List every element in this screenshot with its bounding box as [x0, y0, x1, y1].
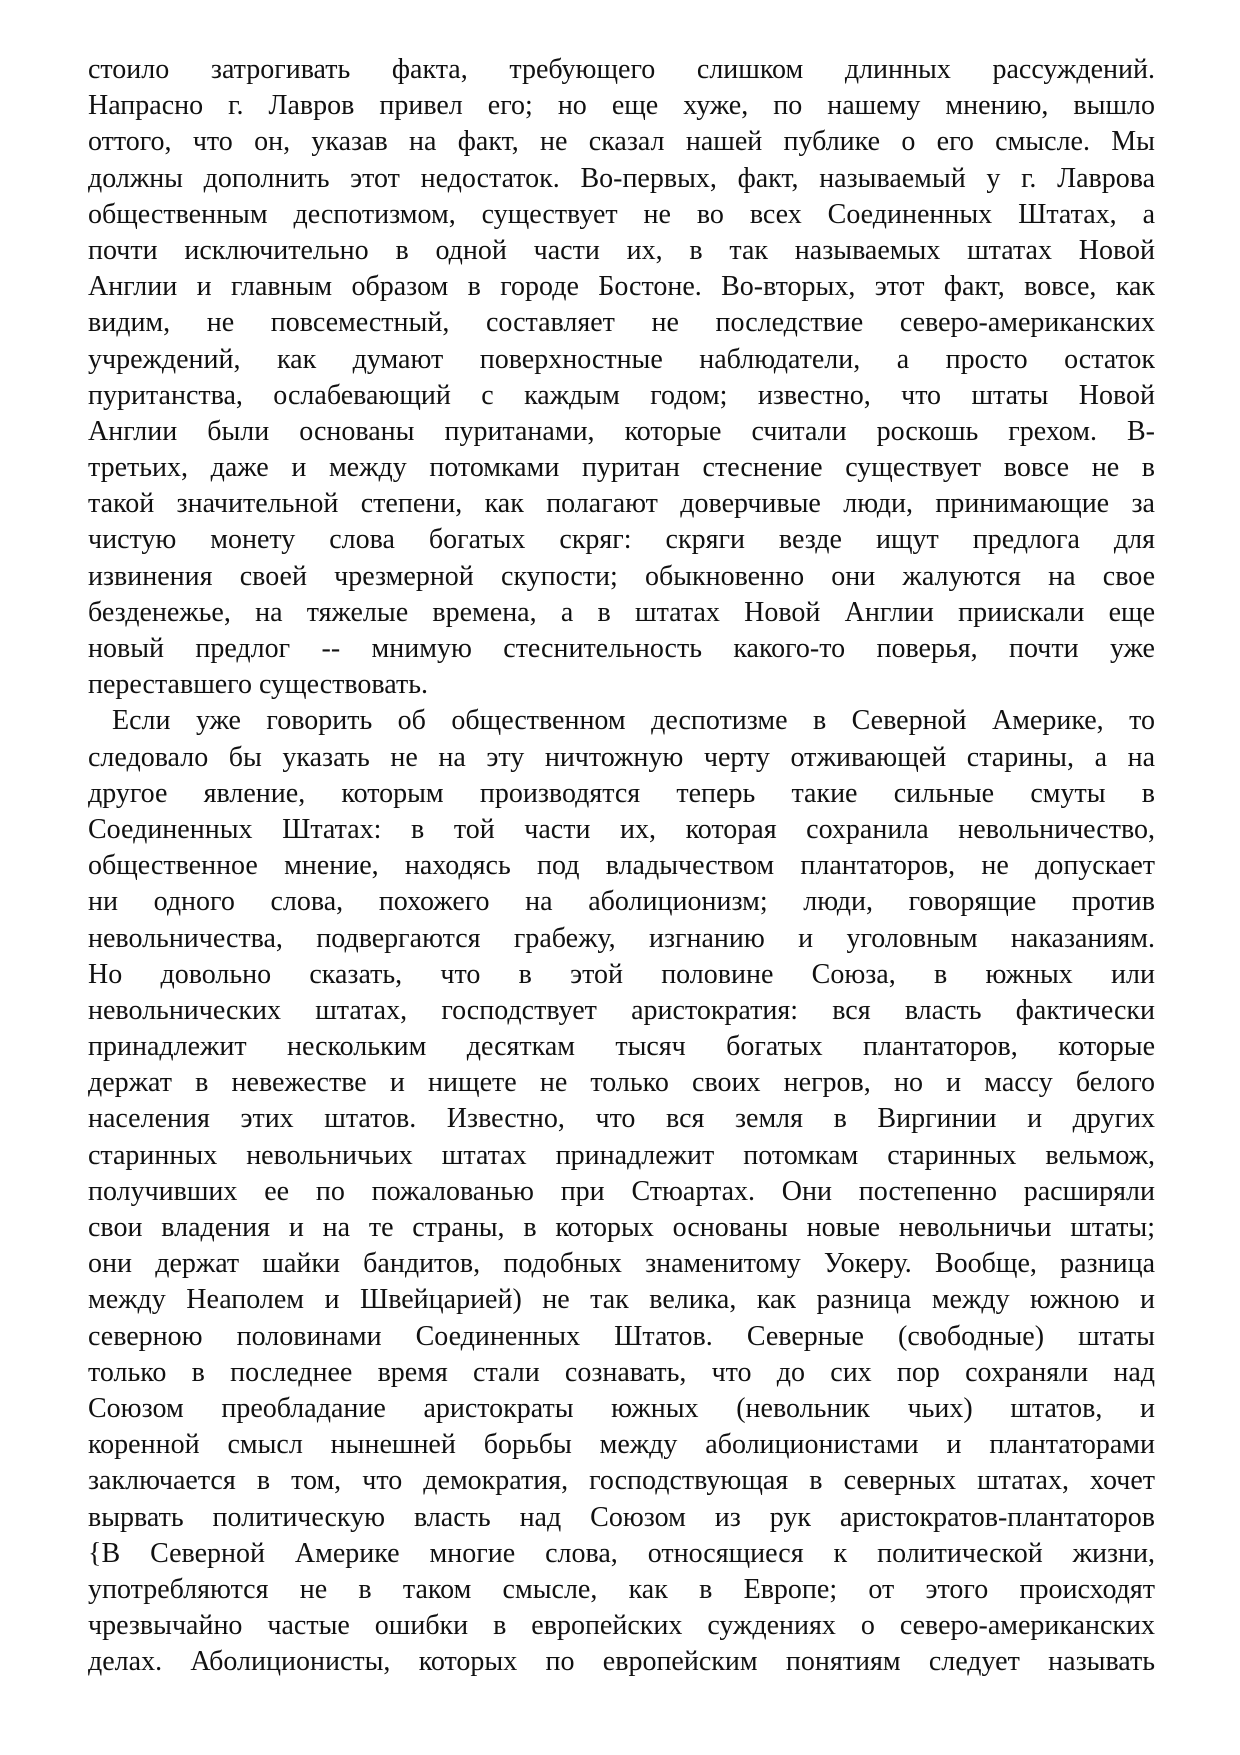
- text-line: {В Северной Америке многие слова, относящиеся к политической жизни,: [88, 1537, 1155, 1569]
- text-line: безденежье, на тяжелые времена, а в штатах Новой Англии приискали еще: [88, 596, 1155, 628]
- text-line: делах. Аболиционисты, которых по европейским понятиям следует называть: [88, 1646, 1155, 1678]
- text-line: только в последнее время стали сознавать, что до сих пор сохраняли над: [88, 1356, 1155, 1388]
- text-line: Союзом преобладание аристократы южных (невольник чьих) штатов, и: [88, 1392, 1155, 1424]
- text-line: населения этих штатов. Известно, что вся земля в Виргинии и других: [88, 1103, 1155, 1135]
- text-line: между Неаполем и Швейцарией) не так велика, как разница между южною и: [88, 1284, 1155, 1316]
- text-line: учреждений, как думают поверхностные наблюдатели, а просто остаток: [88, 343, 1155, 375]
- text-line: такой значительной степени, как полагают доверчивые люди, принимающие за: [88, 488, 1155, 520]
- text-line: Если уже говорить об общественном деспотизме в Северной Америке, то: [112, 705, 1155, 737]
- text-line: северною половинами Соединенных Штатов. Северные (свободные) штаты: [88, 1320, 1155, 1352]
- text-line: общественное мнение, находясь под владычеством плантаторов, не допускает: [88, 850, 1155, 882]
- text-line: чистую монету слова богатых скряг: скряги везде ищут предлога для: [88, 524, 1155, 556]
- text-line: следовало бы указать не на эту ничтожную черту отживающей старины, а на: [88, 741, 1155, 773]
- text-line: ни одного слова, похожего на аболиционизм; люди, говорящие против: [88, 886, 1155, 918]
- text-line: заключается в том, что демократия, господствующая в северных штатах, хочет: [88, 1465, 1155, 1497]
- text-line: чрезвычайно частые ошибки в европейских суждениях о северо-американских: [88, 1610, 1155, 1642]
- text-line: употребляются не в таком смысле, как в Европе; от этого происходят: [88, 1573, 1155, 1605]
- text-line: они держат шайки бандитов, подобных знаменитому Уокеру. Вообще, разница: [88, 1248, 1155, 1280]
- text-line: Англии и главным образом в городе Бостоне. Во-вторых, этот факт, вовсе, как: [88, 271, 1155, 303]
- text-line: Соединенных Штатах: в той части их, которая сохранила невольничество,: [88, 813, 1155, 845]
- text-line: другое явление, которым производятся теперь такие сильные смуты в: [88, 777, 1155, 809]
- text-line: держат в невежестве и нищете не только своих негров, но и массу белого: [88, 1067, 1155, 1099]
- document-page: [88, 52, 1155, 1680]
- paragraph-2: [88, 703, 1155, 1680]
- text-line: коренной смысл нынешней борьбы между аболиционистами и плантаторами: [88, 1429, 1155, 1461]
- text-line: Напрасно г. Лавров привел его; но еще хуже, по нашему мнению, вышло: [88, 90, 1155, 122]
- text-line: получивших ее по пожалованью при Стюартах. Они постепенно расширяли: [88, 1175, 1155, 1207]
- text-line: извинения своей чрезмерной скупости; обыкновенно они жалуются на свое: [88, 560, 1155, 592]
- text-line: вырвать политическую власть над Союзом из рук аристократов-плантаторов: [88, 1501, 1155, 1533]
- text-line: стоило затрогивать факта, требующего слишком длинных рассуждений.: [88, 54, 1155, 85]
- text-line: новый предлог -- мнимую стеснительность какого-то поверья, почти уже: [88, 633, 1155, 664]
- text-line: переставшего существовать.: [88, 669, 428, 701]
- text-line: должны дополнить этот недостаток. Во-первых, факт, называемый у г. Лаврова: [88, 162, 1155, 194]
- text-line: пуританства, ослабевающий с каждым годом; известно, что штаты Новой: [88, 379, 1155, 411]
- text-line: видим, не повсеместный, составляет не последствие северо-американских: [88, 307, 1155, 339]
- text-line: общественным деспотизмом, существует не во всех Соединенных Штатах, а: [88, 198, 1155, 230]
- text-line: старинных невольничьих штатах принадлежит потомкам старинных вельмож,: [88, 1139, 1155, 1171]
- text-line: оттого, что он, указав на факт, не сказал нашей публике о его смысле. Мы: [88, 126, 1155, 158]
- text-line: третьих, даже и между потомками пуритан стеснение существует вовсе не в: [88, 452, 1155, 484]
- text-line: Англии были основаны пуританами, которые считали роскошь грехом. В-: [88, 415, 1155, 447]
- text-line: принадлежит нескольким десяткам тысяч богатых плантаторов, которые: [88, 1031, 1155, 1063]
- paragraph-1: [88, 52, 1155, 703]
- text-line: невольнических штатах, господствует аристократия: вся власть фактически: [88, 994, 1155, 1026]
- text-line: Но довольно сказать, что в этой половине Союза, в южных или: [88, 958, 1155, 990]
- text-line: невольничества, подвергаются грабежу, изгнанию и уголовным наказаниям.: [88, 922, 1155, 954]
- text-line: свои владения и на те страны, в которых основаны новые невольничьи штаты;: [88, 1212, 1155, 1243]
- text-line: почти исключительно в одной части их, в так называемых штатах Новой: [88, 234, 1155, 266]
